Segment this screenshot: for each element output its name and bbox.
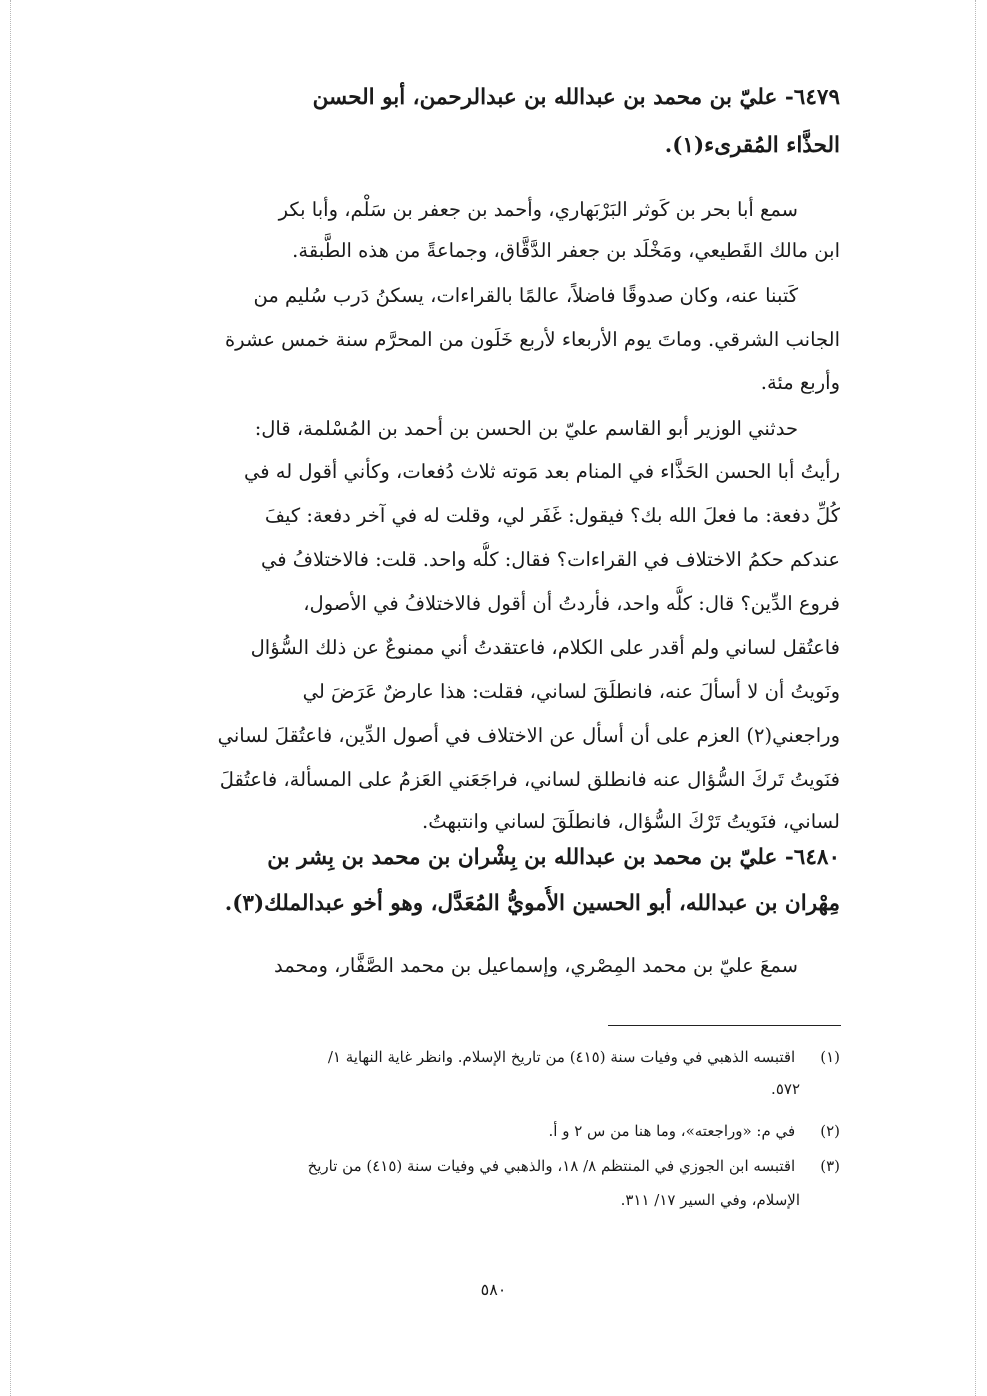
body-line: لساني، فنَويتُ تَرْكَ السُّؤال، فانطلَقَ لساني وانتبهتُ. [422, 810, 840, 833]
page-number: ٥٨٠ [480, 1280, 507, 1299]
footnote-separator [608, 1025, 841, 1026]
body-line: وأربع مئة. [760, 371, 840, 394]
body-line: سمع أبا بحر بن كَوثر البَرْبَهاري، وأحمد بن جعفر بن سَلْم، وأبا بكر [278, 198, 798, 221]
footnote-1-cont: ٥٧٢. [771, 1080, 800, 1098]
body-line: عندكم حكمُ الاختلاف في القراءات؟ فقال: كلُّه واحد. قلت: فالاختلافُ في [260, 548, 840, 571]
footnote-3: (٣) اقتبسه ابن الجوزي في المنتظم ٨/ ١٨، والذهبي في وفيات سنة (٤١٥) من تاريخ [150, 1152, 840, 1180]
body-line: ابن مالك القَطيعي، ومَخْلَد بن جعفر الدَّقَّاق، وجماعةً من هذه الطَّبقة. [292, 239, 840, 262]
body-line: حدثني الوزير أبو القاسم عليّ بن الحسن بن أحمد بن المُسْلمة، قال: [254, 417, 798, 440]
footnote-3-cont: الإسلام، وفي السير ١٧/ ٣١١. [620, 1191, 800, 1209]
scan-artifact-right [975, 0, 976, 1396]
footnote-1: (١) اقتبسه الذهبي في وفيات سنة (٤١٥) من تاريخ الإسلام. وانظر غاية النهاية ١/ [150, 1043, 840, 1071]
entry-heading-line-1: ٦٤٨٠- عليّ بن محمد بن عبدالله بن بِشْران بن محمد بن بِشر بن [267, 845, 840, 870]
body-line: ونَويتُ أن لا أسألَ عنه، فانطلَقَ لساني، فقلت: هذا عارضٌ عَرَضَ لي [302, 680, 840, 703]
body-line: فنَويتُ تَركَ السُّؤال عنه فانطلق لساني، فراجَعَني العَزمُ على المسألة، فاعتُقلَ [219, 768, 840, 791]
entry-6480 [150, 840, 840, 990]
entry-number: ٦٤٨٠ [793, 845, 840, 870]
body-line: كَتبنا عنه، وكان صدوقًا فاضلاً، عالمًا بالقراءات، يسكنُ دَرب سُليم من [253, 284, 798, 307]
footnote-2: (٢) في م: «وراجعته»، وما هنا من س ٢ و أ. [150, 1117, 840, 1145]
body-line: فروع الدِّين؟ قال: كلُّه واحد، فأردتُ أن أقول فالاختلافُ في الأصول، [303, 592, 840, 615]
entry-number: ٦٤٧٩ [793, 85, 840, 110]
footnote-mark: (٢) [820, 1122, 840, 1140]
body-line: فاعتُقل لساني ولم أقدر على الكلام، فاعتقدتُ أني ممنوعٌ عن ذلك السُّؤال [250, 636, 840, 659]
body-line: الجانب الشرقي. وماتَ يوم الأربعاء لأربع خَلَون من المحرَّم سنة خمس عشرة [224, 328, 840, 351]
entry-heading-line-2: الحذَّاء المُقرىء(١). [664, 133, 840, 158]
body-line: وراجعني(٢) العزم على أن أسأل عن الاختلاف في أصول الدِّين، فاعتُقلَ لساني [217, 724, 840, 747]
body-line: كُلِّ دفعة: ما فعلَ الله بك؟ فيقول: غَفَر لي، وقلت له في آخر دفعة: كيفَ [264, 504, 840, 527]
body-line: سمعَ عليّ بن محمد المِصْري، وإسماعيل بن محمد الصَّفَّار، ومحمد [273, 954, 798, 977]
scan-artifact-left [10, 0, 11, 1396]
entry-heading-line-2: مِهْران بن عبدالله، أبو الحسين الأُمويُّ المُعَدَّل، وهو أخو عبدالملك(٣). [224, 891, 840, 916]
footnote-mark: (١) [820, 1048, 840, 1066]
body-line: رأيتُ أبا الحسن الحَذَّاء في المنام بعد مَوته ثلاث دُفعات، وكأني أقول له في [243, 460, 840, 483]
entry-6479 [150, 80, 840, 840]
entry-heading-line-1: ٦٤٧٩- عليّ بن محمد بن عبدالله بن عبدالرحمن، أبو الحسن [312, 85, 840, 110]
footnote-mark: (٣) [820, 1157, 840, 1175]
